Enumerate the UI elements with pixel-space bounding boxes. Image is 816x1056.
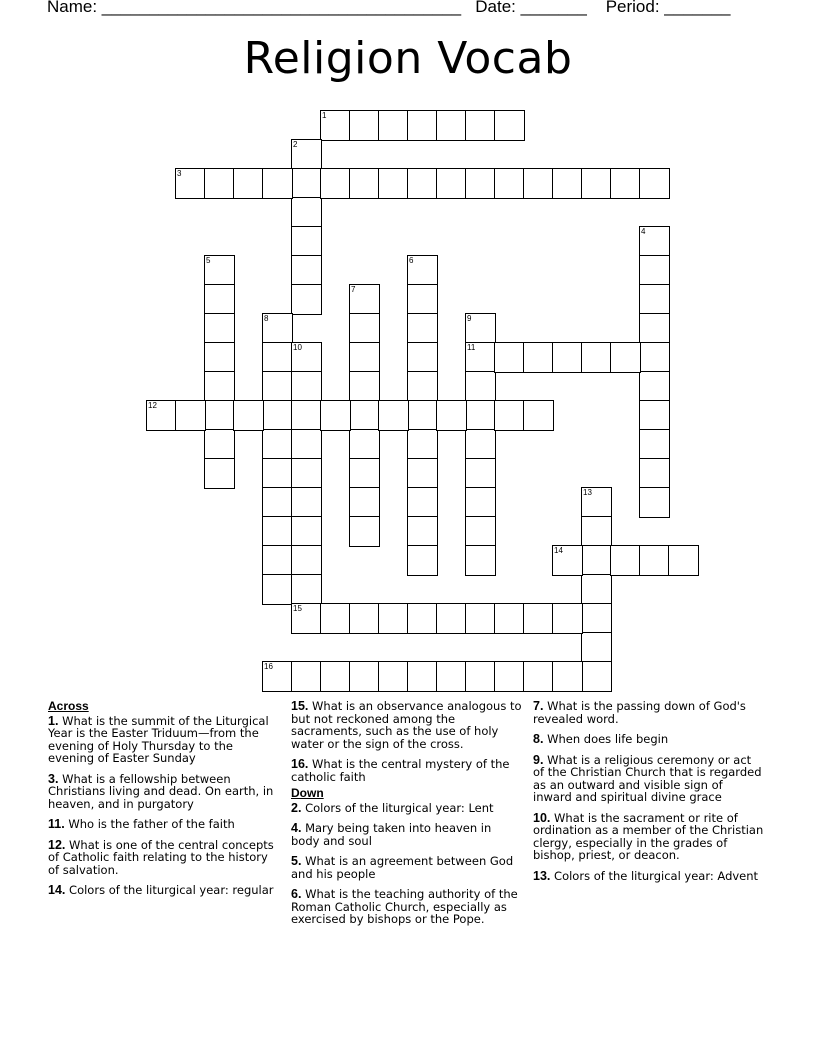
grid-cell[interactable] [436,110,467,141]
grid-cell[interactable] [436,603,467,634]
grid-cell[interactable] [349,516,380,547]
grid-cell[interactable] [668,545,699,576]
grid-cell[interactable] [639,545,670,576]
grid-cell[interactable] [349,342,380,373]
grid-cell[interactable] [581,603,612,634]
clue-text: What is one of the central concepts of Catholic faith relating to the history of salvation. [48,837,274,877]
clue-number: 9. [533,752,544,767]
across-clue-list-continued [291,700,523,783]
grid-cell[interactable] [407,371,438,402]
grid-cell[interactable] [262,429,293,460]
down-heading: Down [291,786,324,800]
clue-number: 14. [48,883,66,897]
clues-column-left [48,700,280,905]
clue-item [533,754,765,804]
grid-cell[interactable] [610,168,641,199]
clue-number: 2. [291,800,302,815]
clue-item [291,802,523,815]
clue-text: What is an agreement between God and his people [291,854,514,881]
grid-cell[interactable] [378,661,409,692]
grid-cell[interactable] [291,284,322,315]
grid-cell[interactable] [639,371,670,402]
clue-number: 15. [291,699,309,713]
clue-number: 5. [291,854,302,868]
grid-cell[interactable] [581,661,612,692]
grid-cell[interactable] [465,429,496,460]
grid-cell[interactable] [262,342,293,373]
grid-cell[interactable] [639,342,670,373]
down-clue-list-continued [533,700,765,882]
clue-item [291,855,523,880]
grid-cell[interactable] [349,661,380,692]
grid-cell[interactable] [581,574,612,605]
grid-cell[interactable] [204,458,235,489]
grid-cell[interactable] [378,110,409,141]
grid-cell[interactable] [291,516,322,547]
grid-cell[interactable] [349,458,380,489]
clue-number-label: 4 [641,227,646,236]
grid-cell[interactable] [291,487,322,518]
name-field-label: Name: ______________________________________ [47,0,462,16]
grid-cell[interactable] [552,603,583,634]
grid-cell[interactable] [407,168,438,199]
grid-cell[interactable] [378,603,409,634]
grid-cell[interactable] [349,371,380,402]
grid-cell[interactable] [639,168,670,199]
clue-number: 6. [291,887,302,901]
clue-number-label: 6 [409,256,414,265]
clue-number-label: 14 [554,546,563,555]
grid-cell[interactable] [378,168,409,199]
clue-item [533,812,765,862]
grid-cell[interactable] [494,110,525,141]
grid-cell[interactable] [262,574,293,605]
clue-number: 8. [533,732,544,746]
grid-cell[interactable] [523,400,554,431]
down-clue-list [291,802,523,926]
grid-cell[interactable] [465,110,496,141]
grid-cell[interactable] [378,400,409,431]
clue-number-label: 10 [293,343,302,352]
grid-cell[interactable] [204,284,235,315]
grid-cell[interactable] [320,168,351,199]
grid-cell[interactable] [262,545,293,576]
clue-number-label: 9 [467,314,472,323]
grid-cell[interactable] [523,661,554,692]
page-title: Religion Vocab [243,33,573,84]
grid-cell[interactable] [639,429,670,460]
grid-cell[interactable] [349,168,380,199]
clue-number-label: 15 [293,604,302,613]
grid-cell[interactable] [320,400,351,431]
grid-cell[interactable] [204,168,235,199]
grid-cell[interactable] [581,342,612,373]
clue-number: 1. [48,713,59,728]
clue-item [48,884,280,897]
clue-number-label: 2 [293,140,298,149]
grid-cell[interactable] [407,313,438,344]
grid-cell[interactable] [349,429,380,460]
grid-cell[interactable] [291,458,322,489]
clue-item [48,773,280,811]
grid-cell[interactable] [349,603,380,634]
clue-number-label: 1 [322,111,327,120]
grid-cell[interactable] [291,168,322,199]
grid-cell[interactable] [523,342,554,373]
grid-cell[interactable] [407,458,438,489]
clue-text: When does life begin [543,732,669,746]
grid-cell[interactable] [639,400,670,431]
clue-number: 4. [291,821,302,835]
grid-cell[interactable] [204,400,235,431]
across-clue-list [48,715,280,897]
grid-cell[interactable] [407,545,438,576]
grid-cell[interactable] [436,168,467,199]
clue-item [533,700,765,725]
grid-cell[interactable] [465,516,496,547]
grid-cell[interactable] [581,516,612,547]
clue-text: What is a religious ceremony or act of the Christian Church that is regarded as an outward and visible sign of inward and spiritual divine grace [533,752,762,804]
clue-text: What is the passing down of God's revealed word. [533,699,746,726]
grid-cell[interactable] [262,458,293,489]
clue-item [48,839,280,877]
clue-item [291,888,523,926]
grid-cell[interactable] [262,168,293,199]
grid-cell[interactable] [349,110,380,141]
clue-text: What is the central mystery of the catholic faith [291,757,510,784]
grid-cell[interactable] [494,400,525,431]
clue-item [533,870,765,883]
grid-cell[interactable] [320,603,351,634]
grid-cell[interactable] [349,487,380,518]
grid-cell[interactable] [291,429,322,460]
clue-number-label: 5 [206,256,211,265]
grid-cell[interactable] [262,371,293,402]
grid-cell[interactable] [552,168,583,199]
grid-cell[interactable] [465,168,496,199]
clue-number: 3. [48,771,59,786]
period-field-label: Period: _______ [605,0,731,16]
grid-cell[interactable] [407,110,438,141]
grid-cell[interactable] [552,342,583,373]
grid-cell[interactable] [204,313,235,344]
grid-cell[interactable] [465,487,496,518]
clue-text: What is a fellowship between Christians living and dead. On earth, in heaven, and in purgatory [48,771,274,811]
grid-cell[interactable] [175,400,206,431]
across-heading: Across [48,699,89,713]
grid-cell[interactable] [494,661,525,692]
grid-cell[interactable] [262,400,293,431]
date-field-label: Date: _______ [475,0,587,16]
grid-cell[interactable] [639,255,670,286]
grid-cell[interactable] [639,313,670,344]
grid-cell[interactable] [639,458,670,489]
grid-cell[interactable] [291,226,322,257]
clue-item [48,715,280,765]
clue-number: 11. [48,817,65,831]
grid-cell[interactable] [407,342,438,373]
grid-cell[interactable] [639,487,670,518]
grid-cell[interactable] [465,371,496,402]
grid-cell[interactable] [262,516,293,547]
grid-cell[interactable] [291,545,322,576]
grid-cell[interactable] [291,255,322,286]
grid-cell[interactable] [407,516,438,547]
grid-cell[interactable] [639,284,670,315]
grid-cell[interactable] [349,313,380,344]
grid-cell[interactable] [465,400,496,431]
clue-number-label: 3 [177,169,182,178]
clue-number-label: 13 [583,488,592,497]
clue-number: 16. [291,757,309,771]
clue-item [48,818,280,831]
clue-number-label: 7 [351,285,356,294]
clue-number-label: 8 [264,314,269,323]
clues-column-middle [291,700,523,934]
grid-cell[interactable] [465,603,496,634]
clue-number-label: 11 [467,343,476,352]
grid-cell[interactable] [465,545,496,576]
clue-text: Colors of the liturgical year: Lent [301,800,494,815]
clue-text: Mary being taken into heaven in body and soul [291,821,492,848]
grid-cell[interactable] [407,284,438,315]
clue-text: What is the summit of the Liturgical Year is the Easter Triduum—from the evening of Holy Thursday to the evening of Easter Sunday [48,713,269,765]
grid-cell[interactable] [581,168,612,199]
grid-cell[interactable] [407,603,438,634]
clue-number: 12. [48,837,66,852]
clue-item [291,758,523,783]
clue-text: What is the teaching authority of the Roman Catholic Church, especially as exercised by bishops or the Pope. [291,887,518,926]
grid-cell[interactable] [407,661,438,692]
grid-cell[interactable] [320,661,351,692]
grid-cell[interactable] [291,661,322,692]
clue-item [291,700,523,750]
grid-cell[interactable] [610,342,641,373]
grid-cell[interactable] [349,400,380,431]
grid-cell[interactable] [291,400,322,431]
grid-cell[interactable] [436,661,467,692]
clue-item [533,733,765,746]
grid-cell[interactable] [465,458,496,489]
grid-cell[interactable] [291,371,322,402]
clue-number-label: 12 [148,401,157,410]
clue-text: Colors of the liturgical year: regular [65,883,274,897]
grid-cell[interactable] [581,545,612,576]
grid-cell[interactable] [407,400,438,431]
grid-cell[interactable] [291,197,322,228]
grid-cell[interactable] [204,429,235,460]
grid-cell[interactable] [436,400,467,431]
grid-cell[interactable] [494,168,525,199]
clue-item [291,822,523,847]
grid-cell[interactable] [204,342,235,373]
clues-column-right [533,700,765,890]
grid-cell[interactable] [494,603,525,634]
grid-cell[interactable] [523,603,554,634]
clue-text: What is an observance analogous to but not reckoned among the sacraments, such as the use of holy water or the sign of the cross. [291,699,522,751]
grid-cell[interactable] [204,371,235,402]
clue-text: Who is the father of the faith [64,817,235,831]
clue-number: 10. [533,810,551,825]
grid-cell[interactable] [610,545,641,576]
clue-number: 13. [533,868,551,883]
grid-cell[interactable] [262,487,293,518]
grid-cell[interactable] [523,168,554,199]
grid-cell[interactable] [552,661,583,692]
grid-cell[interactable] [407,487,438,518]
grid-cell[interactable] [581,632,612,663]
clue-text: Colors of the liturgical year: Advent [550,868,759,883]
grid-cell[interactable] [233,168,264,199]
grid-cell[interactable] [407,429,438,460]
clue-number: 7. [533,699,544,713]
grid-cell[interactable] [291,574,322,605]
clue-number-label: 16 [264,662,273,671]
grid-cell[interactable] [233,400,264,431]
grid-cell[interactable] [494,342,525,373]
grid-cell[interactable] [465,661,496,692]
clue-text: What is the sacrament or rite of ordination as a member of the Christian clergy, especially in the grades of bishop, priest, or deacon. [533,810,764,862]
